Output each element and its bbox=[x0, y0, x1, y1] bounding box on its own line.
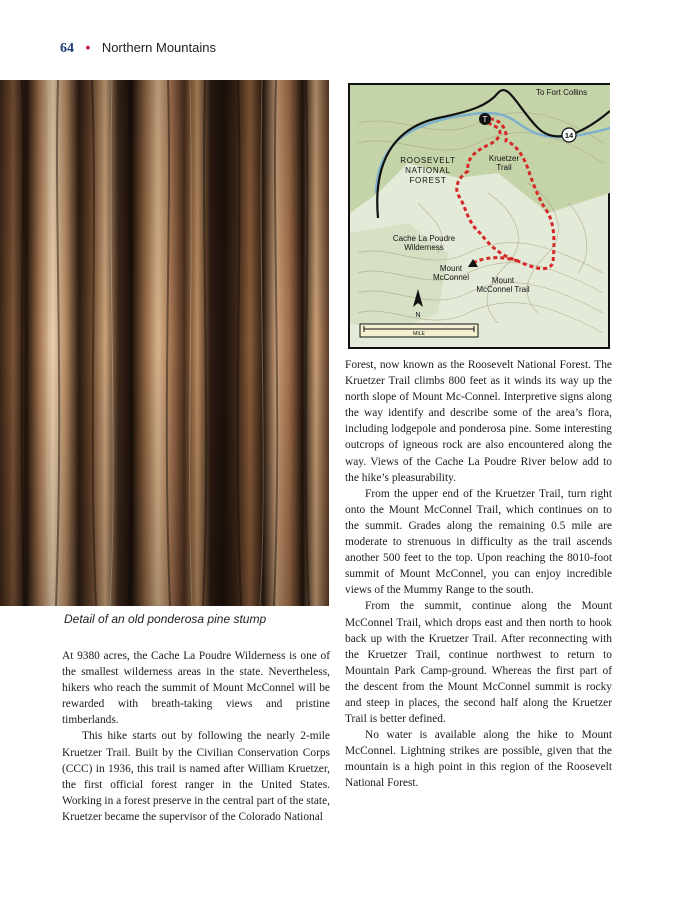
road-label: To Fort Collins bbox=[536, 88, 588, 97]
section-title: Northern Mountains bbox=[101, 40, 216, 55]
forest-label-line-2: NATIONAL bbox=[405, 166, 451, 175]
paragraph: From the summit, continue along the Mount McConnel Trail, which drops east and then north to hook back up with the Kruetzer Trail. After reconnecting with the Kruetzer Trail, continue northwest to return to Mountain Park Camp-ground. Whereas the first part of the descent from the Mount McConnel summit is rocky and steep in places, the second half along the Kruetzer Trail is better defined. bbox=[345, 600, 612, 726]
wood-grain-image bbox=[0, 80, 329, 606]
forest-label-line-3: FOREST bbox=[409, 176, 447, 185]
trail-map bbox=[348, 83, 610, 349]
running-header bbox=[60, 40, 216, 57]
kruetzer-label-line-2: Trail bbox=[496, 163, 512, 172]
header-bullet: • bbox=[85, 40, 91, 55]
summit-label-line-2: McConnel bbox=[432, 273, 470, 282]
left-text-column bbox=[62, 648, 330, 825]
highway-number: 14 bbox=[564, 131, 574, 140]
wilderness-label-line-2: Wilderness bbox=[404, 243, 444, 252]
mcconnel-trail-label-line-2: McConnel Trail bbox=[476, 285, 530, 294]
right-text-column bbox=[345, 357, 612, 792]
scale-label: MILE bbox=[413, 331, 425, 337]
summit-label-line-1: Mount bbox=[439, 264, 463, 273]
paragraph: From the upper end of the Kruetzer Trail, turn right onto the Mount McConnel Trail, which continues on to the summit. Grades along the remaining 0.5 mile are moderate to strenuous in difficulty as the trail ascends another 500 feet to the top. Upon reaching the 8010-foot summit of Mount McConnel, you can enjoy incredible views of the Mummy Range to the south. bbox=[345, 487, 612, 597]
paragraph: This hike starts out by following the nearly 2-mile Kruetzer Trail. Built by the Civilian Conservation Corps (CCC) in 1936, this trail is named after William Kruetzer, the first official forest ranger in the United States. Working in a forest preserve in the central part of the state, Kruetzer became the supervisor of the Colorado National bbox=[62, 730, 330, 823]
wilderness-label-line-1: Cache La Poudre bbox=[392, 234, 456, 243]
kruetzer-label-line-1: Kruetzer bbox=[488, 154, 520, 163]
scale-bar bbox=[360, 324, 478, 337]
north-label: N bbox=[415, 312, 421, 319]
paragraph: Forest, now known as the Roosevelt National Forest. The Kruetzer Trail climbs 800 feet as it winds its way up the north slope of Mount Mc-Connel. Interpretive signs along the way identify and describe some of the area’s flora, including lodgepole and ponderosa pine. Some interesting outcrops of igneous rock are also encountered along the way. Views of the Cache La Poudre River below add to the hike’s pleasurability. bbox=[345, 359, 612, 484]
photo-caption: Detail of an old ponderosa pine stump bbox=[64, 612, 267, 626]
pine-stump-photo bbox=[0, 80, 329, 606]
trailhead-symbol: T bbox=[482, 115, 488, 124]
paragraph: At 9380 acres, the Cache La Poudre Wilderness is one of the smallest wilderness areas in the state. Nevertheless, hikers who reach the summit of Mount McConnel will be rewarded with breath-taking views and pristine timberlands. bbox=[62, 650, 330, 727]
forest-label-line-1: ROOSEVELT bbox=[400, 156, 456, 165]
page-number: 64 bbox=[60, 41, 74, 56]
paragraph: No water is available along the hike to Mount McConnel. Lightning strikes are possible, given that the mountain is a high point in this region of the Roosevelt National Forest. bbox=[345, 729, 612, 790]
mcconnel-trail-label-line-1: Mount bbox=[491, 276, 515, 285]
